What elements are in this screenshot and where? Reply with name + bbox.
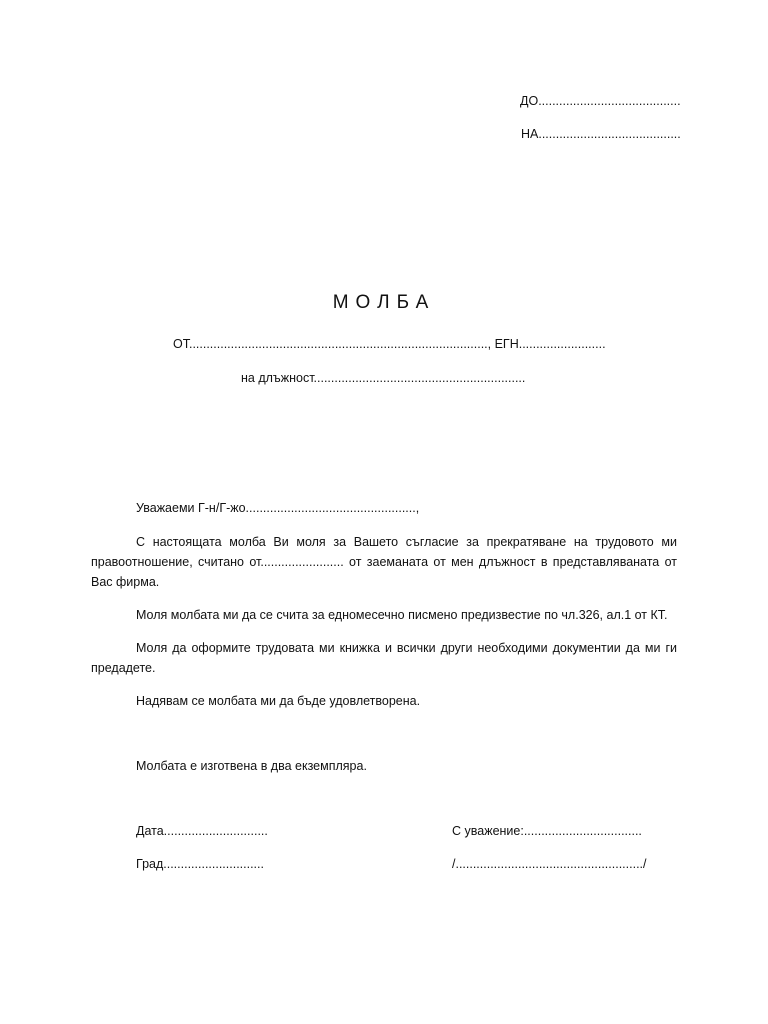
body-paragraph-notice: Моля молбата ми да се счита за едномесечно писмено предизвестие по чл.326, ал.1 от КТ. xyxy=(136,608,668,622)
addressee-to-line: ДО......................................... xyxy=(520,94,681,108)
salutation: Уважаеми Г-н/Г-жо................................................., xyxy=(136,501,420,515)
from-line: ОТ......................................................................................, ЕГН......................... xyxy=(173,337,606,351)
document-title: МОЛБА xyxy=(332,292,436,313)
signature-line: /....................................................../ xyxy=(452,857,647,871)
addressee-on-line: НА......................................... xyxy=(521,127,681,141)
body-paragraph-request: С настоящата молба Ви моля за Вашето съгласие за прекратяване на трудовото ми правоотношение, считано от........................ от заеманата от мен длъжност в представляваната от Вас фирма. xyxy=(91,535,677,589)
city-line: Град............................. xyxy=(136,857,264,871)
position-line: на длъжност............................................................. xyxy=(241,371,526,385)
date-line: Дата.............................. xyxy=(136,824,268,838)
body-paragraph-documents: Моля да оформите трудовата ми книжка и всички други необходими документии да ми ги предадете. xyxy=(91,641,677,675)
body-paragraph-hope: Надявам се молбата ми да бъде удовлетворена. xyxy=(136,694,421,708)
regards-line: С уважение:.................................. xyxy=(452,824,642,838)
closing-note: Молбата е изготвена в два екземпляра. xyxy=(136,759,367,773)
